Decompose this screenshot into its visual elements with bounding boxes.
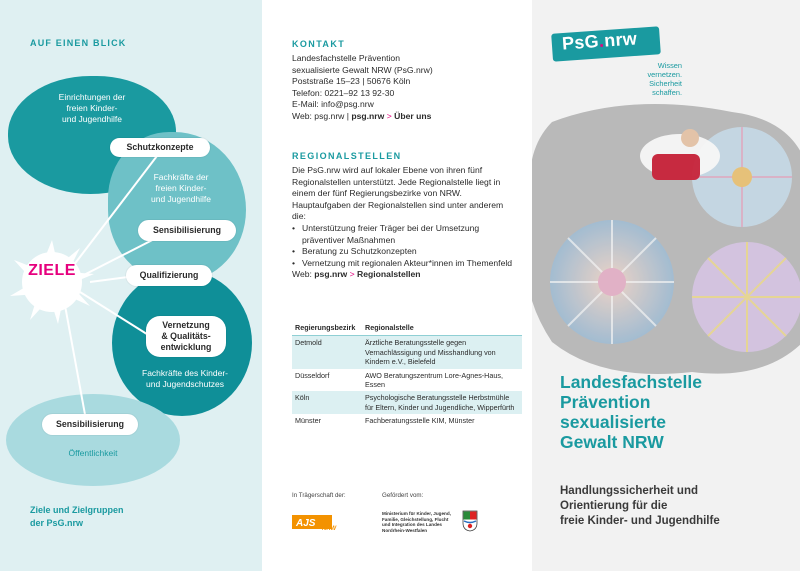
diagram-caption	[30, 504, 124, 530]
cell-stelle: Fachberatungsstelle KIM, Münster	[365, 416, 475, 426]
contact-line: sexualisierte Gewalt NRW (PsG.nrw)	[292, 64, 433, 75]
section-heading-contact: KONTAKT	[292, 39, 346, 49]
svg-text:NRW: NRW	[322, 526, 337, 532]
column-header-stelle: Regionalstelle	[362, 320, 522, 336]
list-item: • Unterstützung freier Träger bei der Umsetzung präventiver Maßnahmen	[292, 223, 516, 246]
subtitle-line: Orientierung für die	[560, 500, 668, 512]
web-domain-link[interactable]: psg.nrw	[351, 110, 385, 121]
nrw-crest-icon	[462, 510, 478, 532]
regional-task-list	[292, 223, 516, 269]
web-prefix: Web:	[292, 269, 315, 280]
title-line: Gewalt NRW	[560, 432, 664, 452]
column-header-bezirk: Regierungsbezirk	[292, 320, 362, 336]
goal-pill-schutzkonzepte: Schutzkonzepte	[110, 138, 210, 157]
blob1-line: und Jugendhilfe	[61, 114, 123, 124]
contact-address: Poststraße 15–23 | 50676 Köln	[292, 76, 411, 87]
goals-label: ZIELE	[28, 262, 76, 279]
cell-stelle: Ärztliche Beratungsstelle gegen Vernachlässigung und Misshandlung von Kindern e.V., Bielefeld	[362, 336, 522, 369]
table-row	[292, 391, 522, 414]
logo-text: nrw	[603, 28, 638, 51]
section-heading-overview: AUF EINEN BLICK	[30, 38, 127, 48]
title-line: sexualisierte	[560, 412, 667, 432]
cover-subtitle	[560, 484, 720, 529]
list-item: • Beratung zu Schutzkonzepten	[292, 246, 516, 258]
contact-block	[292, 53, 512, 123]
table-row	[292, 336, 522, 369]
cell-bezirk: Düsseldorf	[295, 370, 330, 380]
caption-line: der PsG.nrw	[30, 518, 84, 528]
ajs-logo	[292, 512, 352, 532]
svg-text:AJS: AJS	[296, 518, 316, 529]
web-link-regionalstellen[interactable]: Regionalstellen	[357, 269, 421, 280]
blob1-text	[22, 92, 162, 125]
web-domain-link[interactable]: psg.nrw	[314, 269, 348, 280]
blob3-line: Fachkräfte des Kinder-	[142, 368, 228, 378]
tagline-line: Wissen vernetzen.	[647, 61, 682, 79]
left-panel	[0, 0, 262, 571]
blob2-line: und Jugendhilfe	[150, 194, 212, 204]
middle-panel	[262, 0, 532, 571]
arrow-icon: >	[384, 110, 395, 121]
pill-line: & Qualitäts-	[161, 331, 211, 341]
contact-line: Landesfachstelle Prävention	[292, 53, 400, 63]
list-item: • Vernetzung mit regionalen Akteur*innen im Themenfeld	[292, 258, 516, 270]
pill-line: entwicklung	[160, 342, 212, 352]
blob3-line: und Jugendschutzes	[146, 379, 224, 389]
cell-bezirk: Münster	[295, 416, 321, 426]
subtitle-line: freie Kinder- und Jugendhilfe	[560, 515, 720, 527]
ministry-text: Ministerium für Kinder, Jugend, Familie, Gleichstellung, Flucht und Integration des Landes Nordrhein-Westfalen	[382, 511, 451, 533]
blob1-line: Einrichtungen der	[58, 92, 126, 102]
ziele-burst-shape	[8, 238, 96, 326]
arrow-icon: >	[347, 269, 358, 280]
goal-pill-sensibilisierung-public: Sensibilisierung	[42, 414, 138, 435]
blob4-text: Öffentlichkeit	[68, 448, 118, 458]
table-row	[292, 369, 522, 392]
funder-label: Gefördert vom:	[382, 492, 424, 499]
regional-table	[292, 320, 522, 428]
blob2-line: Fachkräfte der	[153, 172, 209, 182]
blob2-line: freien Kinder-	[155, 183, 207, 193]
cell-bezirk: Köln	[292, 391, 362, 414]
logo-text: PsG	[561, 31, 600, 54]
cell-stelle: AWO Beratungszentrum Lore-Agnes-Haus, Essen	[365, 370, 503, 390]
right-panel-cover	[532, 0, 800, 571]
blob1-line: freien Kinder-	[66, 103, 118, 113]
title-line: Landesfachstelle	[560, 372, 702, 392]
tagline-line: Sicherheit schaffen.	[649, 79, 682, 97]
logo-dot: .	[598, 30, 605, 52]
table-row	[292, 414, 522, 427]
pill-line: Vernetzung	[162, 320, 210, 330]
contact-email[interactable]: E-Mail: info@psg.nrw	[292, 99, 374, 110]
goal-pill-vernetzung	[146, 316, 226, 357]
blob2-text	[126, 172, 236, 205]
blob3-text	[120, 368, 250, 390]
web-prefix: Web: psg.nrw |	[292, 110, 352, 121]
subtitle-line: Handlungssicherheit und	[560, 485, 699, 497]
regional-web	[292, 269, 516, 281]
title-line: Prävention	[560, 392, 651, 412]
web-link-ueber-uns[interactable]: Über uns	[394, 110, 432, 121]
cell-stelle: Psychologische Beratungsstelle Herbstmühle für Eltern, Kinder und Jugendliche, Wipperfürth	[362, 391, 522, 414]
contact-web	[292, 111, 512, 123]
caption-line: Ziele und Zielgruppen	[30, 505, 124, 515]
contact-phone: Telefon: 0221–92 13 92-30	[292, 87, 395, 98]
section-heading-regional: REGIONALSTELLEN	[292, 151, 402, 161]
goal-pill-sensibilisierung: Sensibilisierung	[138, 220, 236, 241]
table-header-row	[292, 320, 522, 336]
goal-pill-qualifizierung: Qualifizierung	[126, 265, 212, 286]
regional-block	[292, 165, 516, 281]
regional-intro: Die PsG.nrw wird auf lokaler Ebene von ihren fünf Regionalstellen unterstützt. Jede Regionalstelle liegt in einem der fünf Regierungsbezirke von NRW. Hauptaufgaben der Regionalstellen sind unter anderem die:	[292, 165, 504, 222]
sponsor-label: In Trägerschaft der:	[292, 492, 346, 499]
chalk-drawing-photo	[532, 82, 800, 382]
cell-bezirk: Detmold	[292, 336, 362, 369]
cover-title	[560, 372, 702, 452]
